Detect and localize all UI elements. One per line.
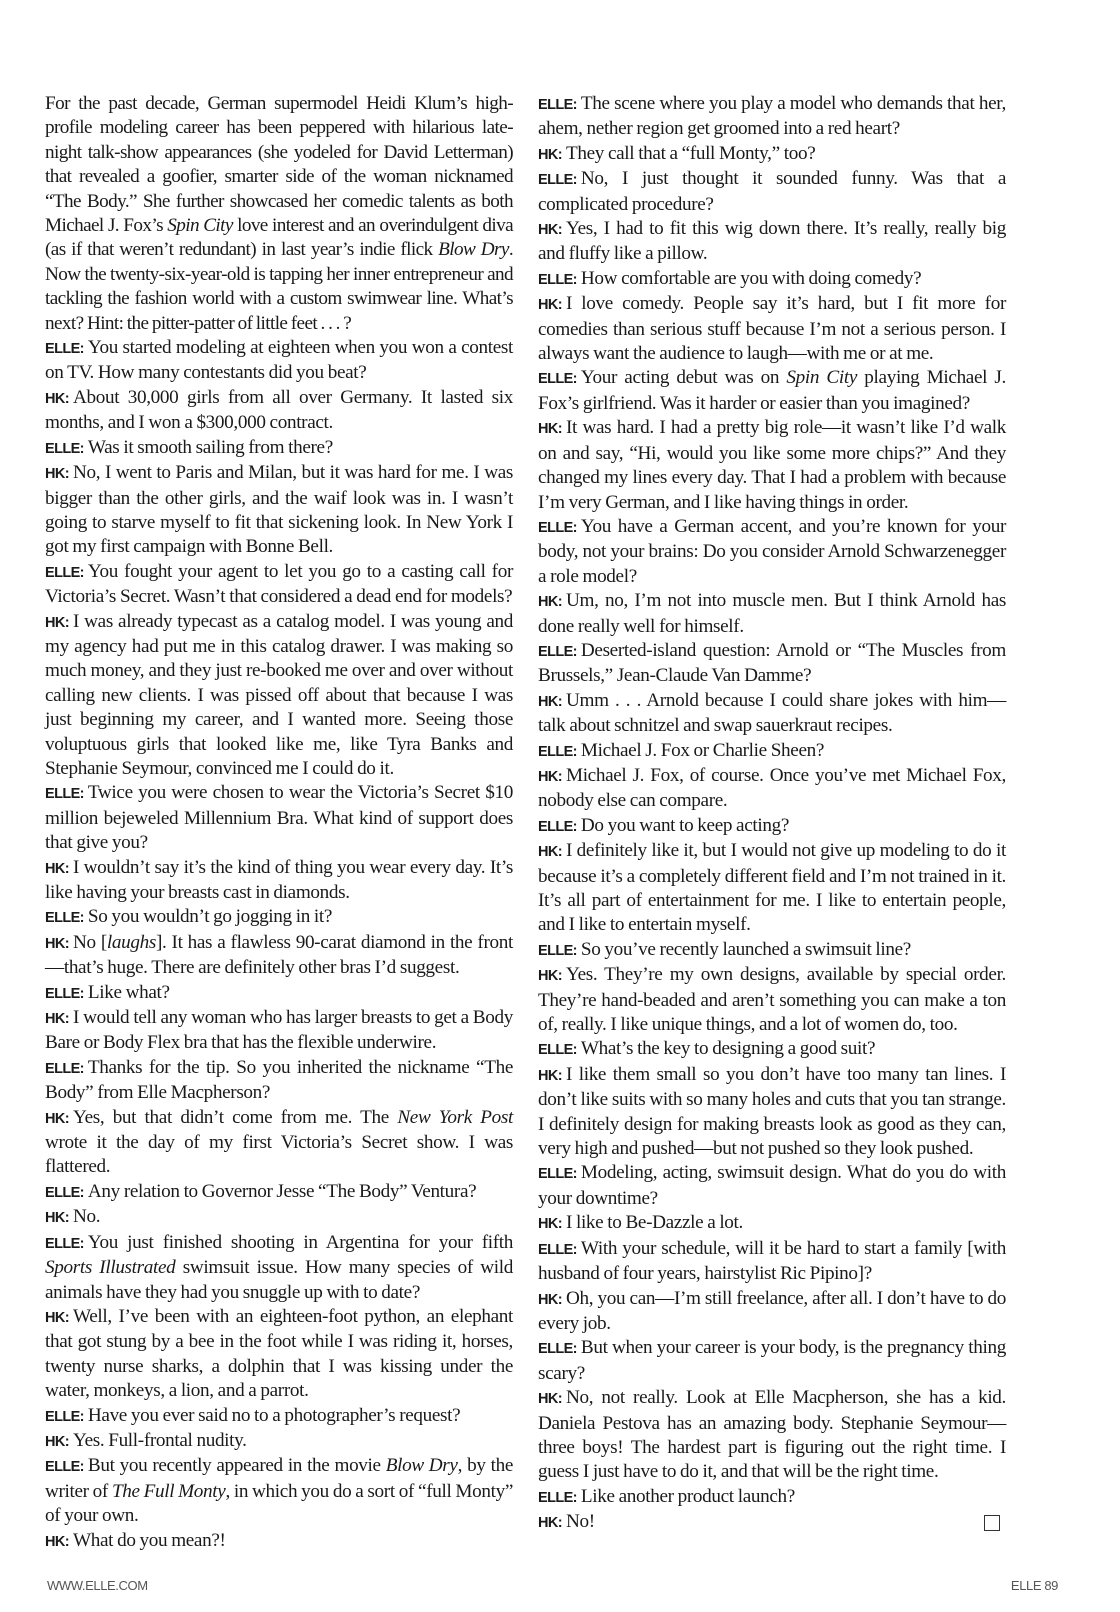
question-paragraph (45, 1056, 513, 1106)
footer-folio: ELLE 89 (1010, 1578, 1058, 1593)
answer-paragraph (538, 217, 1006, 267)
dialogue-text: Michael J. Fox or Charlie Sheen? (580, 739, 825, 761)
question-paragraph (45, 336, 513, 386)
elle-speaker-label: ELLE: (45, 1235, 84, 1252)
elle-speaker-label: ELLE: (538, 519, 577, 536)
answer-paragraph (45, 931, 513, 981)
elle-speaker-label: ELLE: (538, 643, 577, 660)
dialogue-text: So you’ve recently launched a swimsuit line? (580, 938, 911, 960)
answer-paragraph (45, 1205, 513, 1230)
elle-speaker-label: ELLE: (45, 910, 84, 927)
hk-speaker-label: HK: (538, 1067, 562, 1084)
dialogue-text: No! (565, 1511, 595, 1533)
elle-speaker-label: ELLE: (45, 985, 84, 1002)
dialogue-text: Umm . . . Arnold because I could share jokes with him—talk about schnitzel and swap sauerkraut recipes. (538, 689, 1006, 737)
question-paragraph (538, 515, 1006, 589)
dialogue-text: With your schedule, will it be hard to start a family [with husband of four years, hairstylist Ric Pipino]? (538, 1237, 1006, 1285)
question-paragraph (45, 1404, 513, 1429)
hk-speaker-label: HK: (45, 390, 69, 407)
question-paragraph (538, 167, 1006, 217)
hk-speaker-label: HK: (538, 297, 562, 314)
dialogue-text: Do you want to keep acting? (580, 814, 789, 836)
question-paragraph (538, 938, 1006, 963)
answer-paragraph (45, 856, 513, 906)
question-paragraph (45, 1231, 513, 1305)
hk-speaker-label: HK: (538, 1515, 562, 1532)
dialogue-text: Yes, but that didn’t come from me. The New York Post wrote it the day of my first Victoria’s Secret show. I was flattered. (45, 1106, 513, 1178)
answer-paragraph (45, 1305, 513, 1404)
question-paragraph (45, 905, 513, 930)
dialogue-text: About 30,000 girls from all over Germany. It lasted six months, and I won a $300,000 contract. (45, 386, 513, 434)
dialogue-text: Like another product launch? (580, 1485, 795, 1507)
dialogue-text: You have a German accent, and you’re known for your body, not your brains: Do you consider Arnold Schwarzenegger a role model? (538, 515, 1006, 587)
hk-speaker-label: HK: (538, 1291, 562, 1308)
hk-speaker-label: HK: (538, 768, 562, 785)
question-paragraph (538, 814, 1006, 839)
question-paragraph (45, 1454, 513, 1528)
elle-speaker-label: ELLE: (538, 1241, 577, 1258)
dialogue-text: Have you ever said no to a photographer’s request? (87, 1404, 461, 1426)
hk-speaker-label: HK: (45, 1533, 69, 1550)
dialogue-text: Yes. Full-frontal nudity. (72, 1429, 247, 1451)
dialogue-text: I like to Be-Dazzle a lot. (565, 1212, 743, 1234)
question-paragraph (538, 92, 1006, 142)
question-paragraph (45, 436, 513, 461)
dialogue-text: No, I just thought it sounded funny. Was that a complicated procedure? (538, 168, 1006, 215)
answer-paragraph (45, 1006, 513, 1056)
dialogue-text: You just finished shooting in Argentina for your fifth Sports Illustrated swimsuit issue. How many species of wild animals have they had you snuggle up with to date? (45, 1231, 513, 1303)
hk-speaker-label: HK: (45, 1210, 69, 1227)
answer-paragraph (45, 461, 513, 560)
elle-speaker-label: ELLE: (538, 818, 577, 835)
hk-speaker-label: HK: (538, 1391, 562, 1408)
dialogue-text: Like what? (87, 981, 170, 1003)
dialogue-text: But when your career is your body, is the pregnancy thing scary? (538, 1337, 1006, 1384)
question-paragraph (538, 739, 1006, 764)
elle-speaker-label: ELLE: (538, 97, 577, 113)
dialogue-text: How comfortable are you with doing comedy? (580, 267, 922, 289)
hk-speaker-label: HK: (45, 466, 69, 483)
right-qa (538, 92, 1006, 1536)
dialogue-text: Was it smooth sailing from there? (87, 436, 333, 458)
elle-speaker-label: ELLE: (45, 1184, 84, 1201)
elle-speaker-label: ELLE: (538, 1042, 577, 1059)
elle-speaker-label: ELLE: (538, 172, 577, 189)
question-paragraph (45, 781, 513, 855)
dialogue-text: The scene where you play a model who demands that her, ahem, nether region get groomed into a red heart? (538, 93, 1006, 140)
dialogue-text: What’s the key to designing a good suit? (580, 1038, 876, 1060)
dialogue-text: It was hard. I had a pretty big role—it wasn’t like I’d walk on and say, “Hi, would you like some more chips?” And they changed my lines every day. That I had a problem with because I’m very German, and I like having things in order. (538, 417, 1006, 513)
answer-paragraph (538, 589, 1006, 639)
hk-speaker-label: HK: (538, 1216, 562, 1233)
left-column (45, 92, 513, 1554)
answer-paragraph (45, 610, 513, 782)
answer-paragraph (538, 1287, 1006, 1337)
dialogue-text: Twice you were chosen to wear the Victoria’s Secret $10 million bejeweled Millennium Bra. What kind of support does that give you? (45, 782, 513, 854)
dialogue-text: Oh, you can—I’m still freelance, after all. I don’t have to do every job. (538, 1287, 1006, 1334)
answer-paragraph (538, 689, 1006, 739)
question-paragraph (45, 1180, 513, 1205)
elle-speaker-label: ELLE: (538, 371, 577, 388)
elle-speaker-label: ELLE: (538, 743, 577, 760)
answer-paragraph (538, 1211, 1006, 1236)
answer-paragraph (538, 1386, 1006, 1485)
dialogue-text: They call that a “full Monty,” too? (565, 142, 816, 164)
answer-paragraph (45, 1429, 513, 1454)
dialogue-text: Thanks for the tip. So you inherited the nickname “The Body” from Elle Macpherson? (45, 1056, 513, 1104)
question-paragraph (45, 560, 513, 610)
elle-speaker-label: ELLE: (538, 271, 577, 288)
dialogue-text: Any relation to Governor Jesse “The Body” Ventura? (87, 1180, 477, 1202)
question-paragraph (45, 981, 513, 1006)
dialogue-text: You fought your agent to let you go to a casting call for Victoria’s Secret. Wasn’t that considered a dead end for models? (45, 560, 513, 608)
footer-website: WWW.ELLE.COM (47, 1578, 148, 1593)
dialogue-text: No. (72, 1206, 101, 1228)
answer-paragraph (538, 142, 1006, 167)
hk-speaker-label: HK: (538, 594, 562, 611)
answer-paragraph (538, 1063, 1006, 1162)
hk-speaker-label: HK: (45, 1309, 69, 1326)
elle-speaker-label: ELLE: (538, 1489, 577, 1506)
dialogue-text: I would tell any woman who has larger breasts to get a Body Bare or Body Flex bra that has the flexible underwire. (45, 1007, 513, 1054)
answer-paragraph (45, 1529, 513, 1554)
elle-speaker-label: ELLE: (45, 564, 84, 581)
answer-paragraph (538, 764, 1006, 814)
elle-speaker-label: ELLE: (45, 1408, 84, 1425)
hk-speaker-label: HK: (538, 693, 562, 710)
hk-speaker-label: HK: (538, 421, 562, 438)
answer-paragraph (538, 839, 1006, 938)
right-column (538, 92, 1006, 1536)
dialogue-text: Michael J. Fox, of course. Once you’ve met Michael Fox, nobody else can compare. (538, 764, 1006, 812)
answer-paragraph (538, 292, 1006, 366)
dialogue-text: Yes, I had to fit this wig down there. It’s really, really big and fluffy like a pillow. (538, 218, 1006, 265)
elle-speaker-label: ELLE: (538, 1166, 577, 1183)
dialogue-text: Deserted-island question: Arnold or “The Muscles from Brussels,” Jean-Claude Van Damme? (538, 639, 1006, 687)
answer-paragraph (538, 1510, 1006, 1535)
end-mark-icon (984, 1515, 1000, 1531)
hk-speaker-label: HK: (45, 1110, 69, 1127)
dialogue-text: What do you mean?! (72, 1529, 226, 1551)
dialogue-text: Um, no, I’m not into muscle men. But I think Arnold has done really well for himself. (538, 590, 1006, 637)
hk-speaker-label: HK: (45, 1433, 69, 1450)
dialogue-text: No, I went to Paris and Milan, but it was hard for me. I was bigger than the other girls, and the waif look was in. I wasn’t going to starve myself to fit that sickening look. In New York I got my first campaign with Bonne Bell. (45, 462, 513, 558)
elle-speaker-label: ELLE: (45, 341, 84, 358)
answer-paragraph (538, 963, 1006, 1037)
dialogue-text: I definitely like it, but I would not give up modeling to do it because it’s a completely different field and I’m not trained in it. It’s all part of entertainment for me. I like to entertain people, and I like to entertain myself. (538, 840, 1006, 936)
answer-paragraph (45, 1106, 513, 1180)
question-paragraph (538, 1336, 1006, 1386)
answer-paragraph (538, 416, 1006, 515)
hk-speaker-label: HK: (45, 1011, 69, 1028)
dialogue-text: No [laughs]. It has a flawless 90-carat diamond in the front—that’s huge. There are definitely other bras I’d suggest. (45, 931, 513, 979)
intro-paragraph: For the past decade, German supermodel Heidi Klum’s high-profile modeling career has been peppered with hilarious late-night talk-show appearances (she yodeled for David Letterman) that revealed a goofier, smarter side of the woman nicknamed “The Body.” She further showcased her comedic talents as both Michael J. Fox’s Spin City love interest and an overindulgent diva (as if that weren’t redundant) in last year’s indie flick Blow Dry. Now the twenty-six-year-old is tapping her inner entrepreneur and tackling the fashion world with a custom swimwear line. What’s next? Hint: the pitter-patter of little feet . . . ? (45, 93, 514, 334)
hk-speaker-label: HK: (538, 844, 562, 861)
dialogue-text: No, not really. Look at Elle Macpherson, she has a kid. Daniela Pestova has an amazing body. Stephanie Seymour—three boys! The hardest part is figuring out the right time. I guess I just have to do it, and that will be the right time. (538, 1387, 1006, 1483)
dialogue-text: But you recently appeared in the movie Blow Dry, by the writer of The Full Monty, in which you do a sort of “full Monty” of your own. (45, 1455, 513, 1527)
dialogue-text: So you wouldn’t go jogging in it? (87, 906, 333, 928)
elle-speaker-label: ELLE: (45, 440, 84, 457)
question-paragraph (538, 366, 1006, 416)
dialogue-text: I wouldn’t say it’s the kind of thing you wear every day. It’s like having your breasts cast in diamonds. (45, 856, 513, 903)
question-paragraph (538, 1485, 1006, 1510)
dialogue-text: Well, I’ve been with an eighteen-foot python, an elephant that got stung by a bee in the foot while I was riding it, horses, twenty nurse sharks, a dolphin that I was kissing under the water, monkeys, a lion, and a parrot. (45, 1305, 513, 1402)
question-paragraph (538, 1237, 1006, 1287)
hk-speaker-label: HK: (45, 614, 69, 631)
dialogue-text: Yes. They’re my own designs, available by special order. They’re hand-beaded and aren’t something you can make a ton of, really. I like unique things, and a lot of women do, too. (538, 964, 1006, 1036)
question-paragraph (538, 639, 1006, 689)
elle-speaker-label: ELLE: (45, 786, 84, 803)
elle-speaker-label: ELLE: (45, 1459, 84, 1476)
hk-speaker-label: HK: (45, 860, 69, 877)
hk-speaker-label: HK: (538, 968, 562, 985)
elle-speaker-label: ELLE: (45, 1060, 84, 1077)
question-paragraph (538, 267, 1006, 292)
elle-speaker-label: ELLE: (538, 1341, 577, 1358)
hk-speaker-label: HK: (538, 222, 562, 239)
left-qa (45, 336, 513, 1554)
question-paragraph (538, 1037, 1006, 1062)
question-paragraph (538, 1161, 1006, 1211)
hk-speaker-label: HK: (45, 935, 69, 952)
dialogue-text: You started modeling at eighteen when you won a contest on TV. How many contestants did you beat? (45, 337, 513, 384)
dialogue-text: I love comedy. People say it’s hard, but I fit more for comedies than serious stuff because I’m not a serious person. I always want the audience to laugh—with me or at me. (538, 293, 1006, 365)
dialogue-text: I was already typecast as a catalog model. I was young and my agency had put me in this catalog drawer. I was making so much money, and they just re-booked me over and over without calling new clients. I was pissed off about that because I was just beginning my career, and I wanted more. Seeing those voluptuous girls that looked like me, like Tyra Banks and Stephanie Seymour, convinced me I could do it. (45, 610, 513, 779)
dialogue-text: Your acting debut was on Spin City playing Michael J. Fox’s girlfriend. Was it harder or easier than you imagined? (538, 367, 1006, 414)
hk-speaker-label: HK: (538, 146, 562, 163)
dialogue-text: I like them small so you don’t have too many tan lines. I don’t like suits with so many holes and cuts that you tan strange. I definitely design for making breasts look as good as they can, very high and pushed—but not pushed so they look pushed. (538, 1063, 1006, 1160)
elle-speaker-label: ELLE: (538, 942, 577, 959)
answer-paragraph (45, 386, 513, 436)
dialogue-text: Modeling, acting, swimsuit design. What do you do with your downtime? (538, 1162, 1006, 1209)
